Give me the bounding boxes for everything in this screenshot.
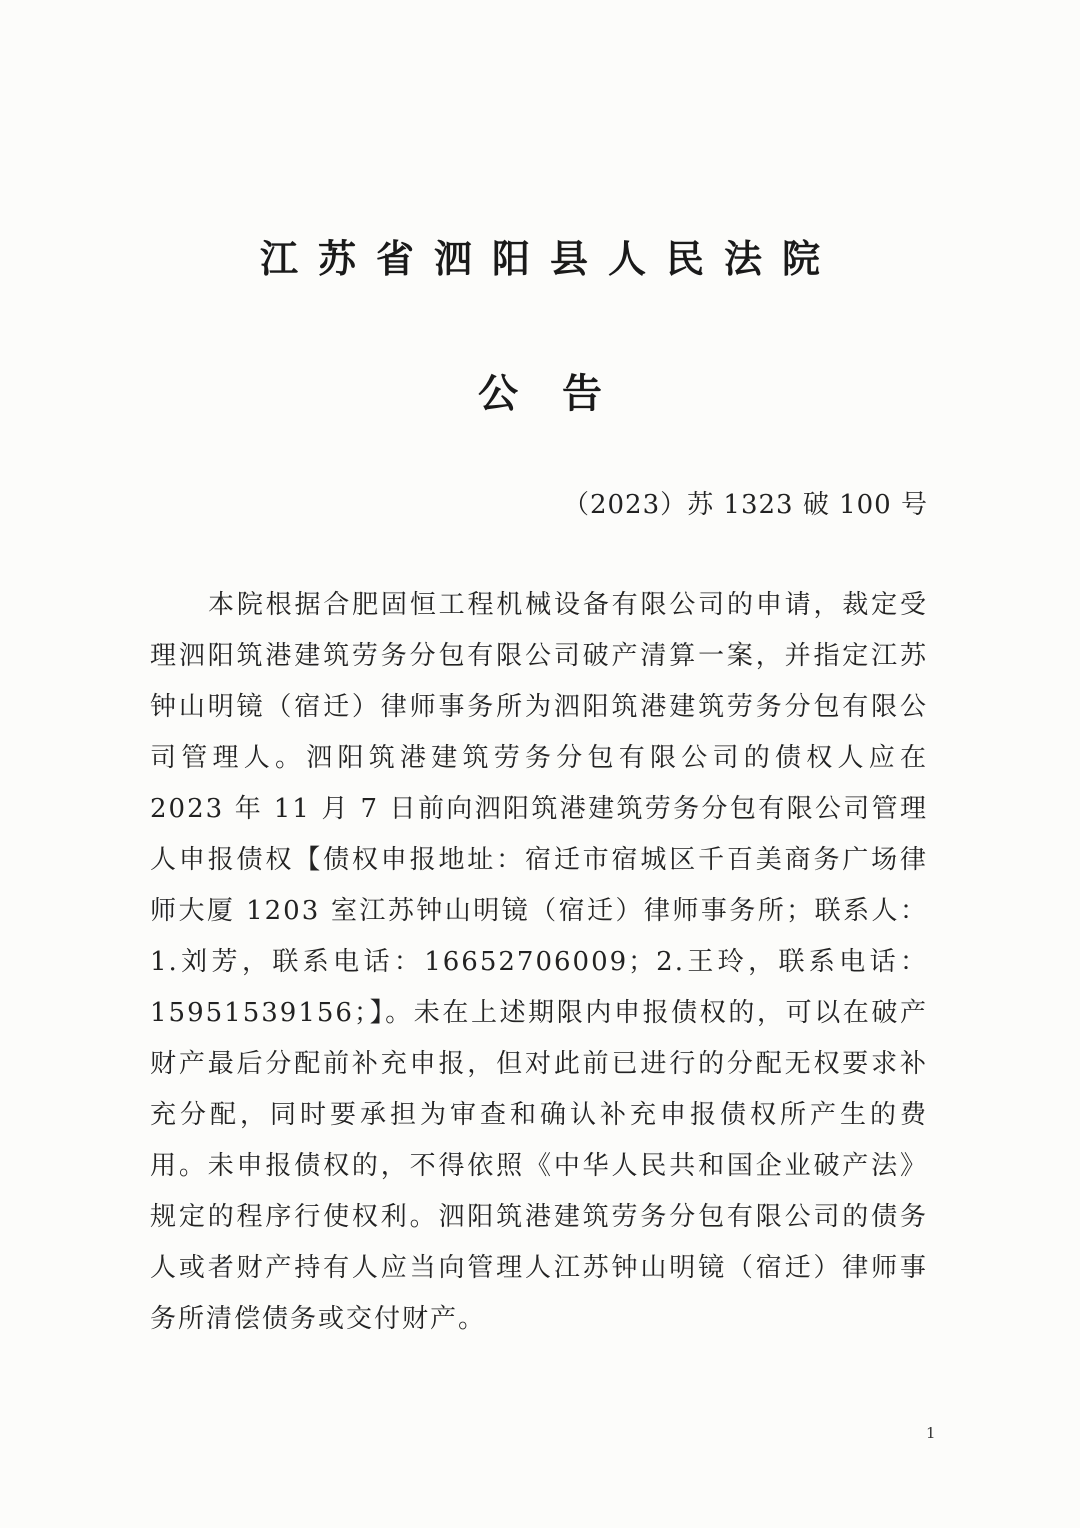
page-number: 1 bbox=[926, 1424, 936, 1442]
case-number: （2023）苏 1323 破 100 号 bbox=[562, 490, 928, 520]
announcement-body: 本院根据合肥固恒工程机械设备有限公司的申请，裁定受理泗阳筑港建筑劳务分包有限公司破产清算一案，并指定江苏钟山明镜（宿迁）律师事务所为泗阳筑港建筑劳务分包有限公司管理人。泗阳筑港建筑劳务分包有限公司的债权人应在 2023 年 11 月 7 日前向泗阳筑港建筑劳务分包有限公司管理人申报债权【债权申报地址：宿迁市宿城区千百美商务广场律师大厦 1203 室江苏钟山明镜（宿迁）律师事务所；联系人：1.刘芳，联系电话：16652706009；2.王玲，联系电话：15951539156；】。未在上述期限内申报债权的，可以在破产财产最后分配前补充申报，但对此前已进行的分配无权要求补充分配，同时要承担为审查和确认补充申报债权所产生的费用。未申报债权的，不得依照《中华人民共和国企业破产法》规定的程序行使权利。泗阳筑港建筑劳务分包有限公司的债务人或者财产持有人应当向管理人江苏钟山明镜（宿迁）律师事务所清偿债务或交付财产。 bbox=[150, 590, 928, 1334]
announcement-title: 公告 bbox=[478, 371, 646, 417]
court-name-heading: 江苏省泗阳县人民法院 bbox=[259, 237, 840, 281]
